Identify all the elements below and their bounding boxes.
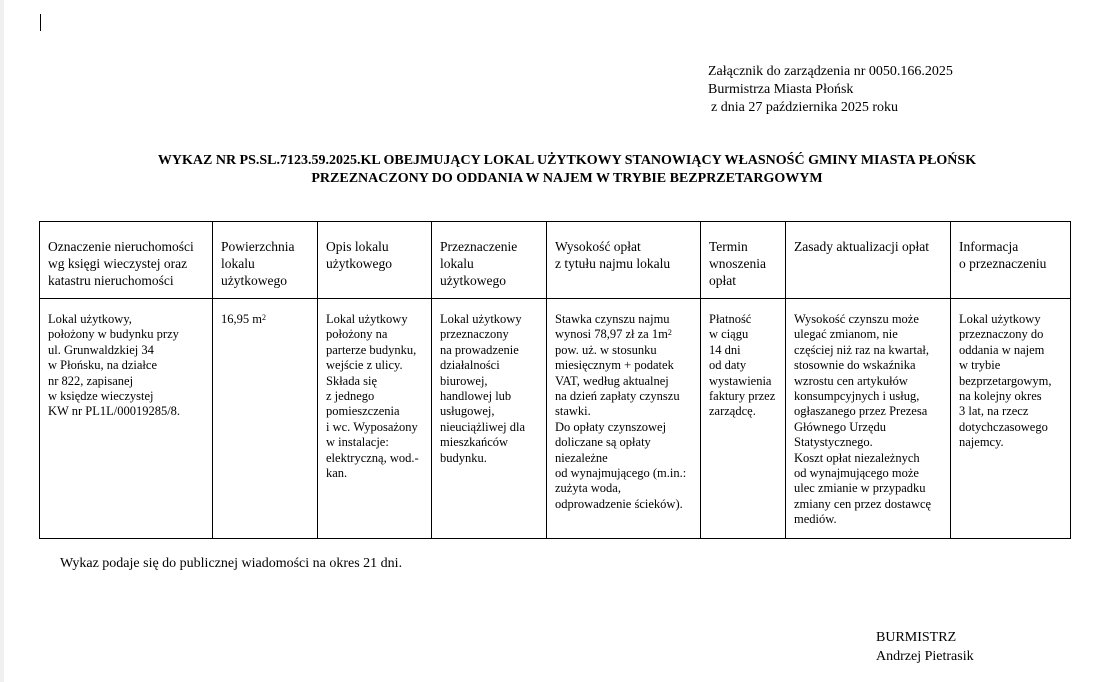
signature-name: Andrzej Pietrasik [876, 649, 974, 664]
text-line: wejście z ulicy. [326, 358, 403, 373]
text-line: z tytułu najmu lokalu [555, 256, 671, 271]
cell-lines [794, 312, 944, 528]
text-line: oddania w najem [959, 342, 1045, 357]
text-line: opłat [709, 273, 736, 288]
text-line: Koszt opłat niezależnych [794, 450, 920, 465]
text-line: bezprzetargowym, [959, 373, 1052, 388]
title-line-1: WYKAZ NR PS.SL.7123.59.2025.KL OBEJMUJĄCY LOKAL UŻYTKOWY STANOWIĄCY WŁASNOŚĆ GMINY MIASTA PŁOŃSK [157, 153, 977, 168]
text-line: ulegać zmianom, nie [794, 327, 898, 342]
text-line: miesięcznym + podatek [555, 358, 674, 373]
text-line: Płatność [709, 312, 752, 326]
cell-lines [709, 312, 779, 420]
cell-purpose [432, 299, 547, 539]
text-line: konsumpcyjnych i usług, [794, 389, 920, 404]
text-line: ulec zmianie w przypadku [794, 481, 926, 496]
annex-line-2: Burmistrza Miasta Płońsk [708, 82, 854, 97]
cell-property-designation [40, 299, 213, 539]
table-header-row [40, 222, 1071, 299]
text-line: odprowadzenie ścieków). [555, 496, 683, 511]
text-cursor [40, 14, 41, 31]
text-line: przeznaczony [440, 327, 509, 342]
area-unit-superscript: 2 [261, 313, 266, 322]
text-line: handlowej lub [440, 389, 512, 404]
header-lines [48, 238, 206, 289]
text-line: Lokal użytkowy, [48, 312, 132, 326]
header-cell [318, 222, 432, 299]
text-line: Przeznaczenie [440, 239, 518, 254]
text-line: elektryczną, wod.- [326, 450, 419, 465]
text-line: użytkowego [221, 273, 287, 288]
text-line: usługowej, [440, 404, 495, 419]
text-line: Statystycznego. [794, 435, 873, 450]
cell-update-rules [786, 299, 951, 539]
fees-line-1: Stawka czynszu najmu [555, 312, 670, 326]
text-line: zużyta woda, [555, 481, 621, 496]
header-cell [40, 222, 213, 299]
text-line: doliczane są opłaty [555, 435, 651, 450]
cell-information [951, 299, 1071, 539]
text-line: Lokal użytkowy [326, 312, 408, 326]
text-line: Termin [709, 239, 748, 254]
header-lines [440, 238, 540, 289]
cell-payment-term [701, 299, 786, 539]
area-value: 16,95 m [221, 312, 262, 326]
cell-lines [555, 343, 694, 512]
fees-rate: wynosi 78,97 zł za 1m [555, 327, 668, 342]
text-line: wzrostu cen artykułów [794, 373, 908, 388]
cell-lines [326, 312, 425, 481]
text-line: ul. Grunwaldzkiej 34 [48, 342, 154, 357]
text-line: Składa się [326, 373, 378, 388]
signature-title: BURMISTRZ [876, 630, 957, 645]
header-lines [326, 238, 425, 272]
header-cell [951, 222, 1071, 299]
text-line: mediów. [794, 512, 837, 527]
text-line: Do opłaty czynszowej [555, 419, 667, 434]
text-line: Opis lokalu [326, 239, 389, 254]
text-line: na dzień zapłaty czynszu [555, 389, 680, 404]
text-line: ogłaszanego przez Prezesa [794, 404, 928, 419]
text-line: w trybie [959, 358, 1001, 373]
text-line: stawki. [555, 404, 591, 419]
text-line: dotychczasowego [959, 419, 1048, 434]
text-line: katastru nieruchomości [48, 273, 174, 288]
header-lines [794, 238, 944, 255]
header-cell [432, 222, 547, 299]
text-line: kan. [326, 466, 348, 481]
text-line: i wc. Wyposażony [326, 419, 418, 434]
document-title [40, 152, 1094, 188]
text-line: w Płońsku, na działce [48, 358, 158, 373]
text-line: od wynajmującego (m.in.: [555, 466, 687, 481]
text-line: Zasady aktualizacji opłat [794, 239, 929, 254]
annex-header [708, 63, 953, 117]
text-line: parterze budynku, [326, 342, 417, 357]
text-line: pow. uż. w stosunku [555, 342, 657, 357]
title-line-2: PRZEZNACZONY DO ODDANIA W NAJEM W TRYBIE BEZPRZETARGOWYM [311, 171, 823, 186]
header-cell [701, 222, 786, 299]
text-line: Oznaczenie nieruchomości [48, 239, 194, 254]
cell-area [213, 299, 318, 539]
text-line: 3 lat, na rzecz [959, 404, 1029, 419]
text-line: mieszkańców [440, 435, 509, 450]
cell-lines [48, 312, 206, 420]
text-line: lokalu [221, 256, 255, 271]
text-line: stosownie do wskaźnika [794, 358, 916, 373]
text-line: na prowadzenie [440, 342, 519, 357]
cell-description [318, 299, 432, 539]
publication-notice: Wykaz podaje się do publicznej wiadomości na okres 21 dni. [60, 556, 403, 571]
text-line: położony w budynku przy [48, 327, 179, 342]
text-line: Wysokość czynszu może [794, 312, 919, 326]
text-line: położony na [326, 327, 388, 342]
text-line: przeznaczony do [959, 327, 1044, 342]
text-line: Głównego Urzędu [794, 419, 886, 434]
text-line: w ciągu [709, 327, 749, 342]
text-line: częściej niż raz na kwartał, [794, 342, 929, 357]
text-line: o przeznaczeniu [959, 256, 1047, 271]
text-line: biurowej, [440, 373, 488, 388]
text-line: użytkowego [440, 273, 506, 288]
cell-fees [547, 299, 701, 539]
text-line: od daty [709, 358, 747, 373]
fees-rate-superscript: 2 [667, 328, 672, 338]
header-cell [213, 222, 318, 299]
text-line: nr 822, zapisanej [48, 373, 134, 388]
text-line: 14 dni [709, 342, 741, 357]
text-line: nieuciążliwej dla [440, 419, 526, 434]
header-cell [786, 222, 951, 299]
text-line: wnoszenia [709, 256, 766, 271]
text-line: od wynajmującego może [794, 466, 919, 481]
text-line: najemcy. [959, 435, 1004, 450]
header-cell [547, 222, 701, 299]
text-line: Powierzchnia [221, 239, 295, 254]
text-line: lokalu [440, 256, 474, 271]
text-line: Lokal użytkowy [959, 312, 1041, 326]
text-line: zarządcę. [709, 404, 756, 419]
header-lines [959, 238, 1064, 272]
cell-lines [959, 312, 1064, 451]
header-lines [555, 238, 694, 272]
fees-line-2 [555, 327, 694, 342]
text-line: Lokal użytkowy [440, 312, 522, 326]
signature-block [876, 628, 974, 666]
text-line: faktury przez [709, 389, 776, 404]
text-line: z jednego [326, 389, 375, 404]
annex-line-1: Załącznik do zarządzenia nr 0050.166.2025 [708, 64, 953, 79]
text-line: pomieszczenia [326, 404, 400, 419]
text-line: w księdze wieczystej [48, 389, 154, 404]
text-line: VAT, według aktualnej [555, 373, 669, 388]
text-line: budynku. [440, 450, 487, 465]
text-line: wystawienia [709, 373, 772, 388]
text-line: w instalacje: [326, 435, 389, 450]
text-line: niezależne [555, 450, 608, 465]
text-line: Informacja [959, 239, 1019, 254]
text-line: użytkowego [326, 256, 392, 271]
property-table [39, 221, 1071, 539]
text-line: wg księgi wieczystej oraz [48, 256, 188, 271]
cell-lines [440, 312, 540, 466]
text-line: zmiany cen przez dostawcę [794, 496, 932, 511]
annex-line-3: z dnia 27 października 2025 roku [711, 100, 898, 115]
page-edge [0, 0, 4, 682]
text-line: Wysokość opłat [555, 239, 641, 254]
table-row [40, 299, 1071, 539]
header-lines [221, 238, 311, 289]
text-line: KW nr PL1L/00019285/8. [48, 404, 181, 419]
text-line: na kolejny okres [959, 389, 1042, 404]
text-line: działalności [440, 358, 500, 373]
header-lines [709, 238, 779, 289]
